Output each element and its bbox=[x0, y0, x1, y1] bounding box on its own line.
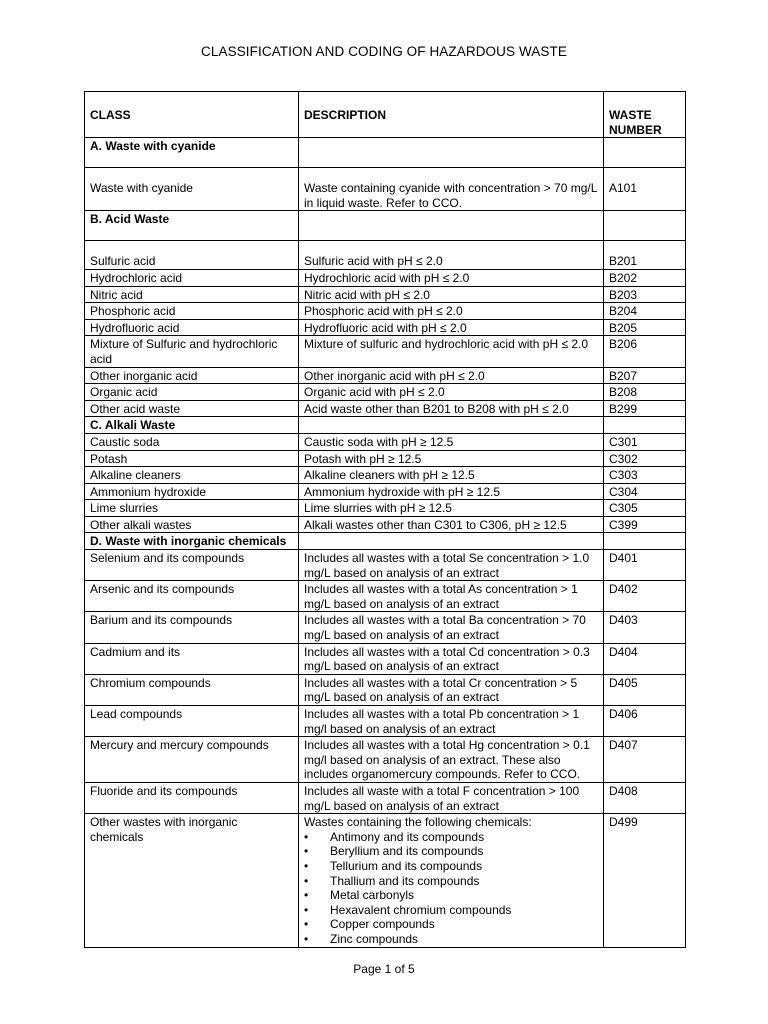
section-blank bbox=[299, 138, 604, 168]
list-item: • Thallium and its compounds bbox=[304, 874, 598, 889]
waste-number-cell: C303 bbox=[604, 467, 686, 484]
table-row bbox=[85, 303, 686, 320]
table-row bbox=[85, 367, 686, 384]
class-cell: Fluoride and its compounds bbox=[85, 782, 299, 813]
waste-number-cell: B205 bbox=[604, 319, 686, 336]
waste-number-cell: D402 bbox=[604, 581, 686, 612]
waste-number-cell: B202 bbox=[604, 269, 686, 286]
class-cell: Chromium compounds bbox=[85, 674, 299, 705]
table-row bbox=[85, 467, 686, 484]
waste-number-cell: B206 bbox=[604, 336, 686, 367]
table-row bbox=[85, 483, 686, 500]
description-cell: Includes all wastes with a total Cd concentration > 0.3 mg/L based on analysis of an extract bbox=[299, 643, 604, 674]
waste-number-cell: B203 bbox=[604, 286, 686, 303]
table-row bbox=[85, 782, 686, 813]
class-cell: Hydrochloric acid bbox=[85, 269, 299, 286]
document-title: CLASSIFICATION AND CODING OF HAZARDOUS WASTE bbox=[201, 44, 567, 59]
table-row bbox=[85, 450, 686, 467]
list-item: • Copper compounds bbox=[304, 917, 598, 932]
class-cell: Other wastes with inorganic chemicals bbox=[85, 814, 299, 947]
section-blank bbox=[299, 211, 604, 241]
class-cell: Cadmium and its bbox=[85, 643, 299, 674]
table-row bbox=[85, 581, 686, 612]
table-row bbox=[85, 286, 686, 303]
description-cell: Includes all wastes with a total Se concentration > 1.0 mg/L based on analysis of an extract bbox=[299, 550, 604, 581]
waste-number-cell: A101 bbox=[604, 168, 686, 211]
section-blank bbox=[299, 417, 604, 434]
section-blank bbox=[604, 533, 686, 550]
class-cell: Phosphoric acid bbox=[85, 303, 299, 320]
class-cell: Other acid waste bbox=[85, 400, 299, 417]
section-blank bbox=[604, 138, 686, 168]
section-row-b bbox=[85, 211, 686, 241]
class-cell: Mercury and mercury compounds bbox=[85, 737, 299, 783]
list-item: • Metal carbonyls bbox=[304, 888, 598, 903]
waste-number-cell: B299 bbox=[604, 400, 686, 417]
class-cell: Ammonium hydroxide bbox=[85, 483, 299, 500]
list-item: • Hexavalent chromium compounds bbox=[304, 903, 598, 918]
class-cell: Selenium and its compounds bbox=[85, 550, 299, 581]
description-cell: Includes all wastes with a total As concentration > 1 mg/L based on analysis of an extract bbox=[299, 581, 604, 612]
table-row bbox=[85, 550, 686, 581]
table-row bbox=[85, 336, 686, 367]
description-cell: Includes all wastes with a total Pb concentration > 1 mg/l based on analysis of an extract bbox=[299, 706, 604, 737]
class-cell: Alkaline cleaners bbox=[85, 467, 299, 484]
waste-number-cell: B204 bbox=[604, 303, 686, 320]
table-header-row bbox=[85, 92, 686, 138]
class-cell: Caustic soda bbox=[85, 433, 299, 450]
waste-number-cell: C301 bbox=[604, 433, 686, 450]
description-intro: Wastes containing the following chemicals: bbox=[304, 815, 532, 830]
description-cell: Alkaline cleaners with pH ≥ 12.5 bbox=[299, 467, 604, 484]
table-row bbox=[85, 516, 686, 533]
waste-number-cell: D403 bbox=[604, 612, 686, 643]
class-cell: Potash bbox=[85, 450, 299, 467]
description-cell: Mixture of sulfuric and hydrochloric acid with pH ≤ 2.0 bbox=[299, 336, 604, 367]
description-cell: Sulfuric acid with pH ≤ 2.0 bbox=[299, 241, 604, 270]
table-row bbox=[85, 433, 686, 450]
section-title: D. Waste with inorganic chemicals bbox=[85, 533, 299, 550]
description-cell bbox=[299, 814, 604, 947]
class-cell: Barium and its compounds bbox=[85, 612, 299, 643]
table-row bbox=[85, 706, 686, 737]
class-cell: Arsenic and its compounds bbox=[85, 581, 299, 612]
hazardous-waste-table bbox=[84, 91, 686, 948]
description-cell: Other inorganic acid with pH ≤ 2.0 bbox=[299, 367, 604, 384]
waste-number-cell: D404 bbox=[604, 643, 686, 674]
table-row bbox=[85, 269, 686, 286]
description-cell: Hydrochloric acid with pH ≤ 2.0 bbox=[299, 269, 604, 286]
class-cell: Nitric acid bbox=[85, 286, 299, 303]
class-cell: Mixture of Sulfuric and hydrochloric acid bbox=[85, 336, 299, 367]
table-row bbox=[85, 168, 686, 211]
table-row bbox=[85, 643, 686, 674]
table-row bbox=[85, 737, 686, 783]
page-number: Page 1 of 5 bbox=[353, 962, 415, 976]
description-cell: Caustic soda with pH ≥ 12.5 bbox=[299, 433, 604, 450]
section-row-d bbox=[85, 533, 686, 550]
waste-number-cell: D405 bbox=[604, 674, 686, 705]
section-title: A. Waste with cyanide bbox=[85, 138, 299, 168]
class-cell: Organic acid bbox=[85, 384, 299, 401]
description-cell: Potash with pH ≥ 12.5 bbox=[299, 450, 604, 467]
section-title: B. Acid Waste bbox=[85, 211, 299, 241]
description-cell: Waste containing cyanide with concentration > 70 mg/L in liquid waste. Refer to CCO. bbox=[299, 168, 604, 211]
waste-number-cell: D401 bbox=[604, 550, 686, 581]
waste-number-cell: C302 bbox=[604, 450, 686, 467]
table-row bbox=[85, 384, 686, 401]
class-cell: Waste with cyanide bbox=[85, 168, 299, 211]
section-blank bbox=[604, 211, 686, 241]
waste-number-cell: D407 bbox=[604, 737, 686, 783]
column-header-waste-number: WASTE NUMBER bbox=[604, 92, 686, 138]
description-cell: Includes all wastes with a total Hg concentration > 0.1 mg/l based on analysis of an extract. These also includes organomercury compounds. Refer to CCO. bbox=[299, 737, 604, 783]
section-row-a bbox=[85, 138, 686, 168]
description-cell: Includes all wastes with a total Cr concentration > 5 mg/L based on analysis of an extract bbox=[299, 674, 604, 705]
class-cell: Other alkali wastes bbox=[85, 516, 299, 533]
list-item: • Antimony and its compounds bbox=[304, 830, 598, 845]
table-row bbox=[85, 241, 686, 270]
description-cell: Phosphoric acid with pH ≤ 2.0 bbox=[299, 303, 604, 320]
waste-number-cell: D408 bbox=[604, 782, 686, 813]
description-cell: Acid waste other than B201 to B208 with pH ≤ 2.0 bbox=[299, 400, 604, 417]
chemical-list bbox=[304, 830, 598, 947]
waste-number-cell: B208 bbox=[604, 384, 686, 401]
description-cell: Includes all wastes with a total Ba concentration > 70 mg/L based on analysis of an extract bbox=[299, 612, 604, 643]
description-cell: Lime slurries with pH ≥ 12.5 bbox=[299, 500, 604, 517]
section-row-c bbox=[85, 417, 686, 434]
description-cell: Nitric acid with pH ≤ 2.0 bbox=[299, 286, 604, 303]
waste-number-cell: B207 bbox=[604, 367, 686, 384]
class-cell: Other inorganic acid bbox=[85, 367, 299, 384]
section-blank bbox=[604, 417, 686, 434]
table-row bbox=[85, 400, 686, 417]
description-cell: Organic acid with pH ≤ 2.0 bbox=[299, 384, 604, 401]
waste-number-cell: D499 bbox=[604, 814, 686, 947]
column-header-description: DESCRIPTION bbox=[299, 92, 604, 138]
column-header-class: CLASS bbox=[85, 92, 299, 138]
list-item: • Zinc compounds bbox=[304, 932, 598, 947]
table-row bbox=[85, 814, 686, 947]
table-row bbox=[85, 612, 686, 643]
waste-number-cell: C305 bbox=[604, 500, 686, 517]
waste-number-cell: D406 bbox=[604, 706, 686, 737]
description-cell: Hydrofluoric acid with pH ≤ 2.0 bbox=[299, 319, 604, 336]
list-item: • Beryllium and its compounds bbox=[304, 844, 598, 859]
section-title: C. Alkali Waste bbox=[85, 417, 299, 434]
table-row bbox=[85, 319, 686, 336]
waste-number-cell: C399 bbox=[604, 516, 686, 533]
table-row bbox=[85, 500, 686, 517]
description-cell: Alkali wastes other than C301 to C306, pH ≥ 12.5 bbox=[299, 516, 604, 533]
waste-number-cell: C304 bbox=[604, 483, 686, 500]
class-cell: Lead compounds bbox=[85, 706, 299, 737]
class-cell: Lime slurries bbox=[85, 500, 299, 517]
waste-number-cell: B201 bbox=[604, 241, 686, 270]
class-cell: Sulfuric acid bbox=[85, 241, 299, 270]
class-cell: Hydrofluoric acid bbox=[85, 319, 299, 336]
list-item: • Tellurium and its compounds bbox=[304, 859, 598, 874]
section-blank bbox=[299, 533, 604, 550]
description-cell: Includes all waste with a total F concentration > 100 mg/L based on analysis of an extract bbox=[299, 782, 604, 813]
description-cell: Ammonium hydroxide with pH ≥ 12.5 bbox=[299, 483, 604, 500]
table-row bbox=[85, 674, 686, 705]
